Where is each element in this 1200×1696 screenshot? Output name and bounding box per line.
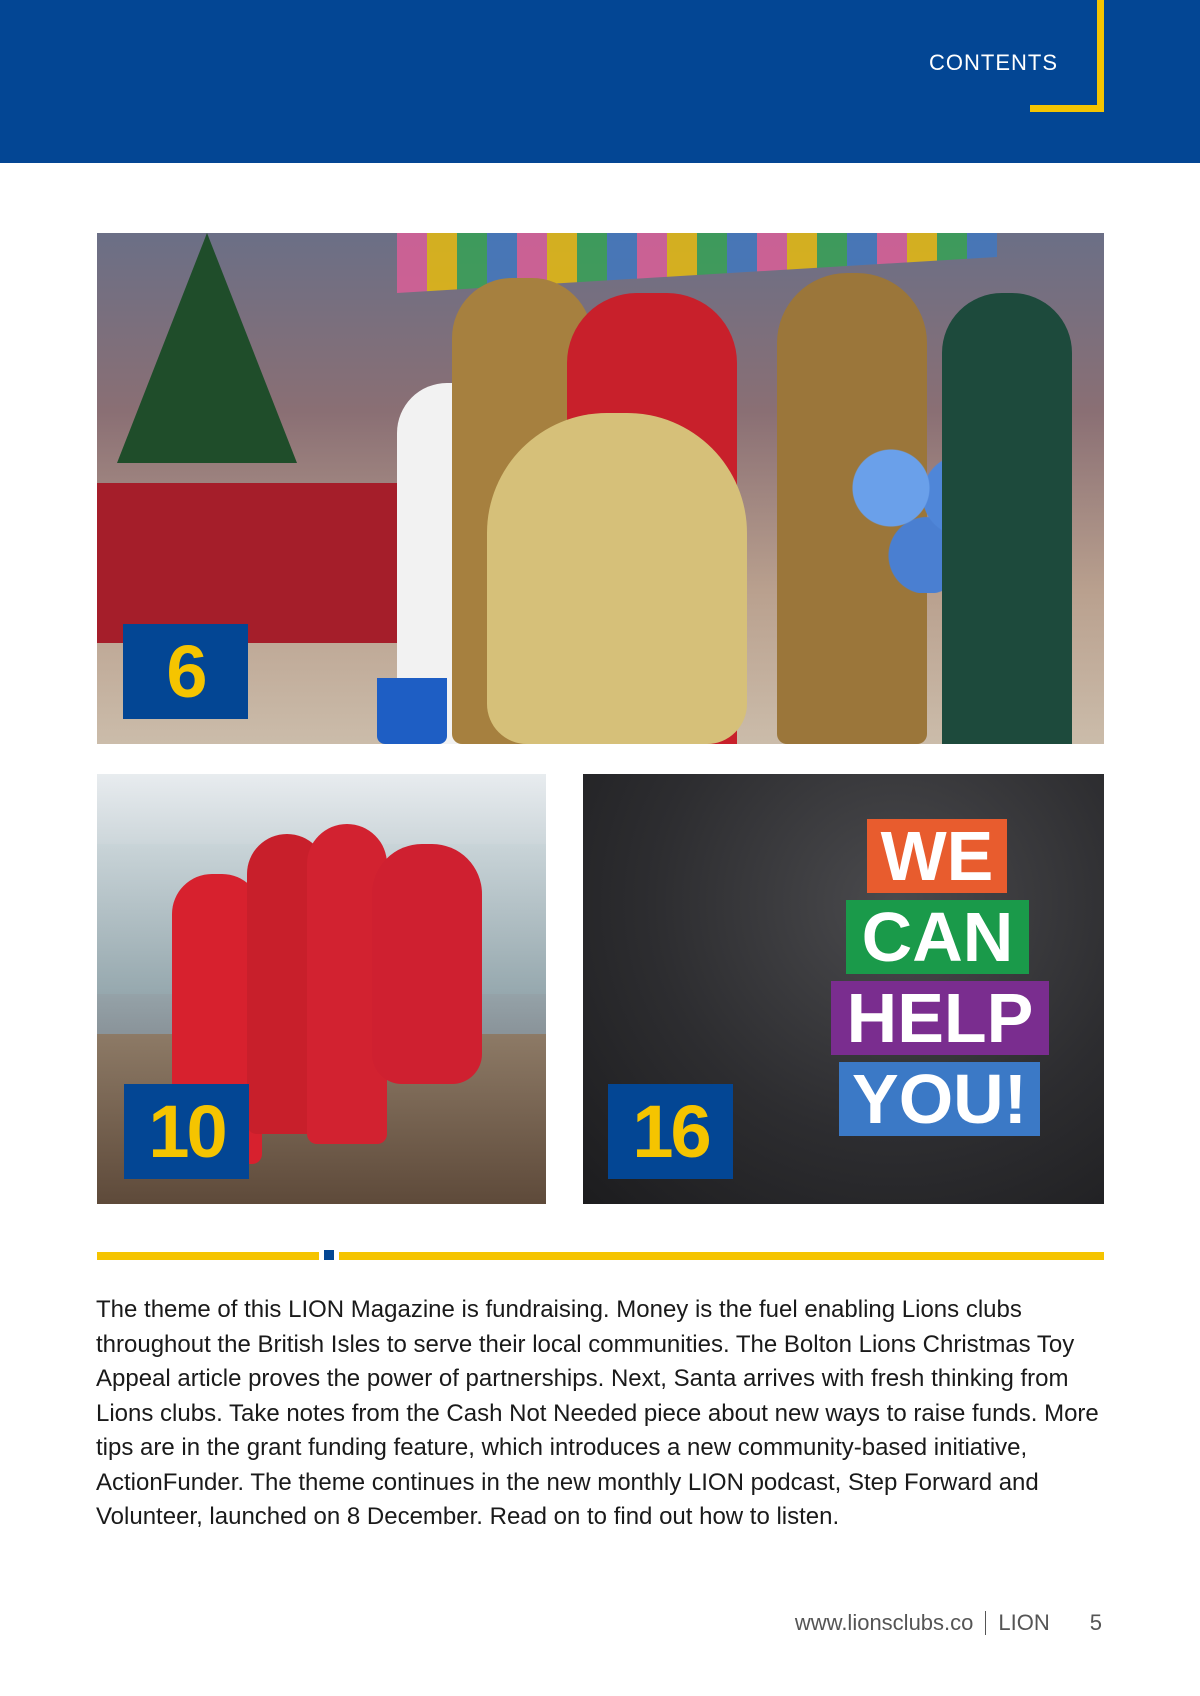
corner-bracket-decoration (1030, 0, 1104, 112)
divider-line-right (339, 1252, 1104, 1260)
page-number-badge: 6 (123, 624, 248, 719)
divider-line-left (97, 1252, 319, 1260)
page-number: 5 (1089, 1610, 1102, 1635)
footer-separator (985, 1611, 986, 1635)
teddy-bear-figure (487, 413, 747, 744)
slogan-word-we: WE (867, 819, 1007, 893)
feature-photo-we-can-help[interactable] (583, 774, 1104, 1204)
section-label: CONTENTS (929, 50, 1058, 75)
slogan-word-help: HELP (831, 981, 1049, 1055)
slogan-word-you: YOU! (839, 1062, 1040, 1136)
santa-suit-figure-4 (372, 844, 482, 1084)
page-number-badge: 10 (124, 1084, 249, 1179)
page-number-badge: 16 (608, 1084, 733, 1179)
page-header (0, 0, 1200, 163)
page-footer (795, 1610, 1102, 1636)
magazine-name: LION (998, 1610, 1050, 1635)
slogan-word-can: CAN (846, 900, 1029, 974)
volunteer-right-figure (942, 293, 1072, 744)
display-table-shape (97, 483, 407, 643)
feature-photo-santa-swim[interactable] (97, 774, 546, 1204)
divider-square (324, 1250, 334, 1260)
intro-paragraph: The theme of this LION Magazine is fundraising. Money is the fuel enabling Lions clubs throughout the British Isles to serve their local communities. The Bolton Lions Christmas Toy Appeal article proves the power of partnerships. Next, Santa arrives with fresh thinking from Lions clubs. Take notes from the Cash Not Needed piece about new ways to raise funds. More tips are in the grant funding feature, which introduces a new community-based initiative, ActionFunder. The theme continues in the new monthly LION podcast, Step Forward and Volunteer, launched on 8 December. Read on to find out how to listen. (96, 1296, 1099, 1530)
christmas-tree-shape (117, 233, 297, 463)
collection-bucket (377, 678, 447, 744)
feature-photo-toy-appeal[interactable] (97, 233, 1104, 744)
website-link[interactable]: www.lionsclubs.co (794, 1610, 974, 1635)
